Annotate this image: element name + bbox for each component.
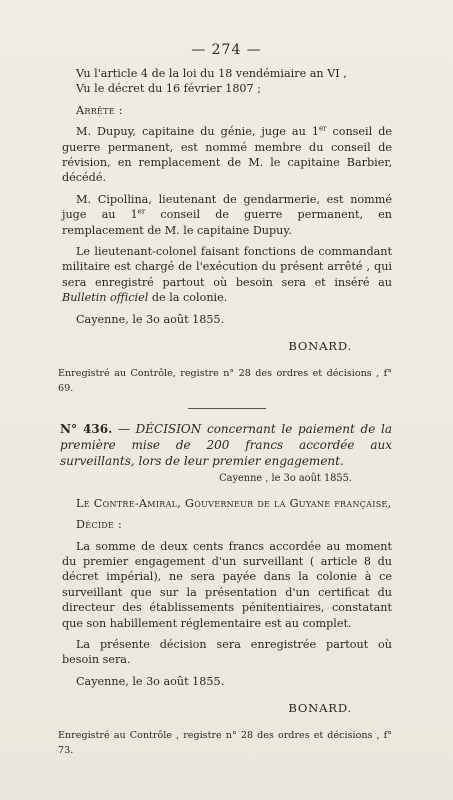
decision-date: Cayenne , le 3o août 1855. [219,472,352,484]
decision-publish: La présente décision sera enregistrée partout où besoin sera. [62,637,392,667]
page-number: — 274 — [191,42,262,58]
article-3: Le lieutenant-colonel faisant fonctions de commandant militaire est chargé de l'exécution du présent arrêté , qui sera enregistré partout où besoin sera et inséré au Bulletin officiel de la colonie. [62,245,392,305]
vu-line-2: Vu le décret du 16 février 1807 ; [76,82,261,96]
decision-signature: BONARD. [288,700,352,715]
arrete-heading: Arrête : [76,103,123,117]
decision-registry-note: Enregistré au Contrôle , registre n° 28 des ordres et décisions , f° 73. [58,729,392,757]
document-body [58,66,392,759]
decision-body: La somme de deux cents francs accordée au moment du premier engagement d'un surveillant ( article 8 du décret impérial), ne sera payée dans la colonie à ce surveillant que sur la présentation d'un certificat du directeur des établissements pénitentiaires, constatant que son habillement réglementaire est au complet. [62,539,392,630]
decision-place-date: Cayenne, le 3o août 1855. [76,674,225,688]
authority: Le Contre-Amiral, Gouverneur de la Guyane française, [76,496,392,510]
section-divider [188,408,266,409]
vu-line-1: Vu l'article 4 de la loi du 18 vendémiaire an VI , [76,67,347,80]
article-1: M. Dupuy, capitaine du génie, juge au 1er conseil de guerre permanent, est nommé membre du conseil de révision, en remplacement de M. le capitaine Barbier, décédé. [62,124,392,185]
registry-note: Enregistré au Contrôle, registre n° 28 des ordres et décisions , f° 69. [58,367,392,395]
signature: BONARD. [288,338,352,353]
place-date: Cayenne, le 3o août 1855. [76,312,225,326]
decide-heading: Décide : [76,518,123,532]
article-2: M. Cipollina, lieutenant de gendarmerie, est nommé juge au 1er conseil de guerre permanent, en remplacement de M. le capitaine Dupuy. [62,192,392,237]
decision-heading: N° 436. — DÉCISION concernant le paiement de la première mise de 200 francs accordée aux surveillants, lors de leur premier engagement. [60,421,392,468]
